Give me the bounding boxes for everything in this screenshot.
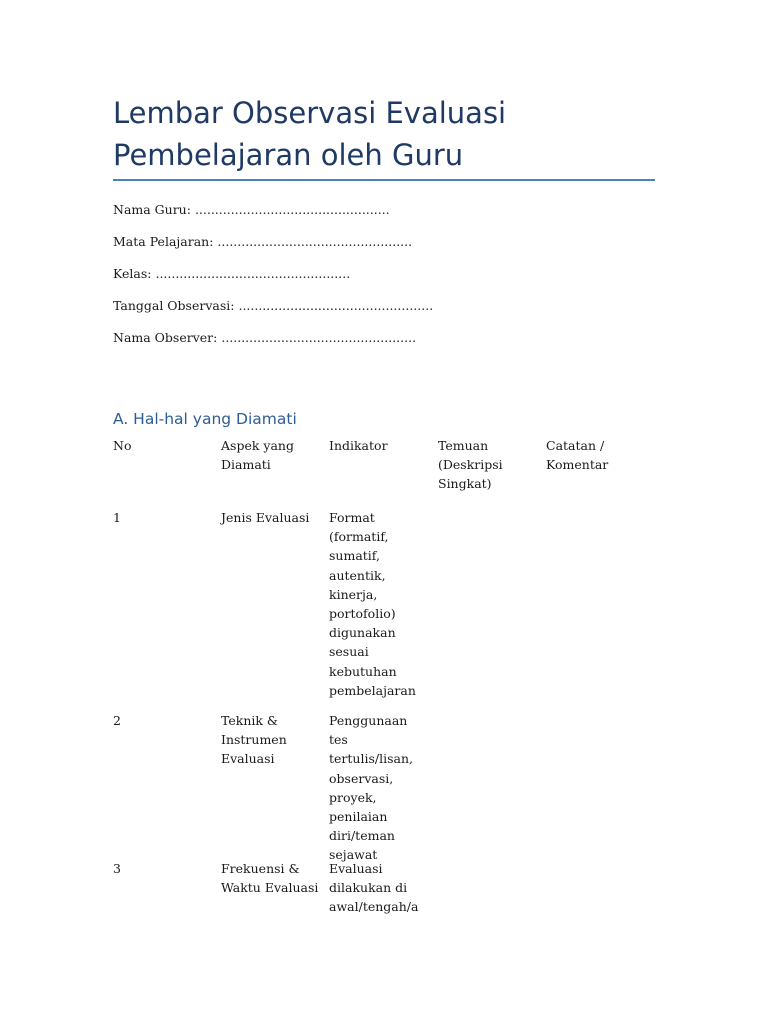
cell-indikator: Penggunaan tes tertulis/lisan, observasi, proyek, penilaian diri/teman sejawat (329, 713, 413, 863)
field-label: Mata Pelajaran: (113, 234, 214, 249)
cell-no: 3 (113, 861, 121, 876)
field-mata-pelajaran (113, 234, 412, 250)
title-line-2: Pembelajaran oleh Guru (113, 138, 464, 172)
column-header-no: No (113, 438, 132, 453)
cell-temuan (438, 711, 546, 859)
table-row (113, 711, 653, 863)
table-row (113, 859, 653, 939)
column-header-temuan: Temuan (Deskripsi Singkat) (438, 438, 503, 492)
fill-in-blank: ................................................. (155, 266, 351, 281)
cell-no: 1 (113, 510, 121, 525)
column-header-catatan: Catatan / Komentar (546, 438, 609, 473)
field-label: Kelas: (113, 266, 152, 281)
cell-aspek: Frekuensi & Waktu Evaluasi (221, 861, 319, 896)
cell-aspek: Teknik & Instrumen Evaluasi (221, 713, 287, 767)
cell-indikator: Evaluasi dilakukan di awal/tengah/a (329, 861, 419, 915)
cell-catatan (546, 711, 653, 859)
fill-in-blank: ................................................. (221, 330, 417, 345)
cell-aspek: Jenis Evaluasi (221, 510, 310, 525)
section-a-heading: A. Hal-hal yang Diamati (113, 410, 297, 428)
column-header-aspek: Aspek yang Diamati (221, 438, 294, 473)
title-line-1: Lembar Observasi Evaluasi (113, 96, 507, 130)
cell-indikator: Format (formatif, sumatif, autentik, kinerja, portofolio) digunakan sesuai kebutuhan pembelajaran (329, 510, 416, 698)
cell-temuan (438, 859, 546, 939)
table-row (113, 508, 653, 711)
field-label: Nama Observer: (113, 330, 218, 345)
fill-in-blank: ................................................. (194, 202, 390, 217)
cell-catatan (546, 859, 653, 939)
observation-table (113, 436, 653, 939)
cell-no: 2 (113, 713, 121, 728)
fill-in-blank: ................................................. (238, 298, 434, 313)
cell-temuan (438, 508, 546, 711)
field-tanggal-observasi (113, 298, 433, 314)
document-title (113, 92, 673, 176)
field-label: Tanggal Observasi: (113, 298, 235, 313)
field-nama-guru (113, 202, 390, 218)
table-header-row (113, 436, 653, 508)
field-label: Nama Guru: (113, 202, 191, 217)
fill-in-blank: ................................................. (217, 234, 413, 249)
field-kelas (113, 266, 350, 282)
title-underline (113, 179, 655, 181)
field-nama-observer (113, 330, 416, 346)
cell-catatan (546, 508, 653, 711)
column-header-indikator: Indikator (329, 438, 388, 453)
